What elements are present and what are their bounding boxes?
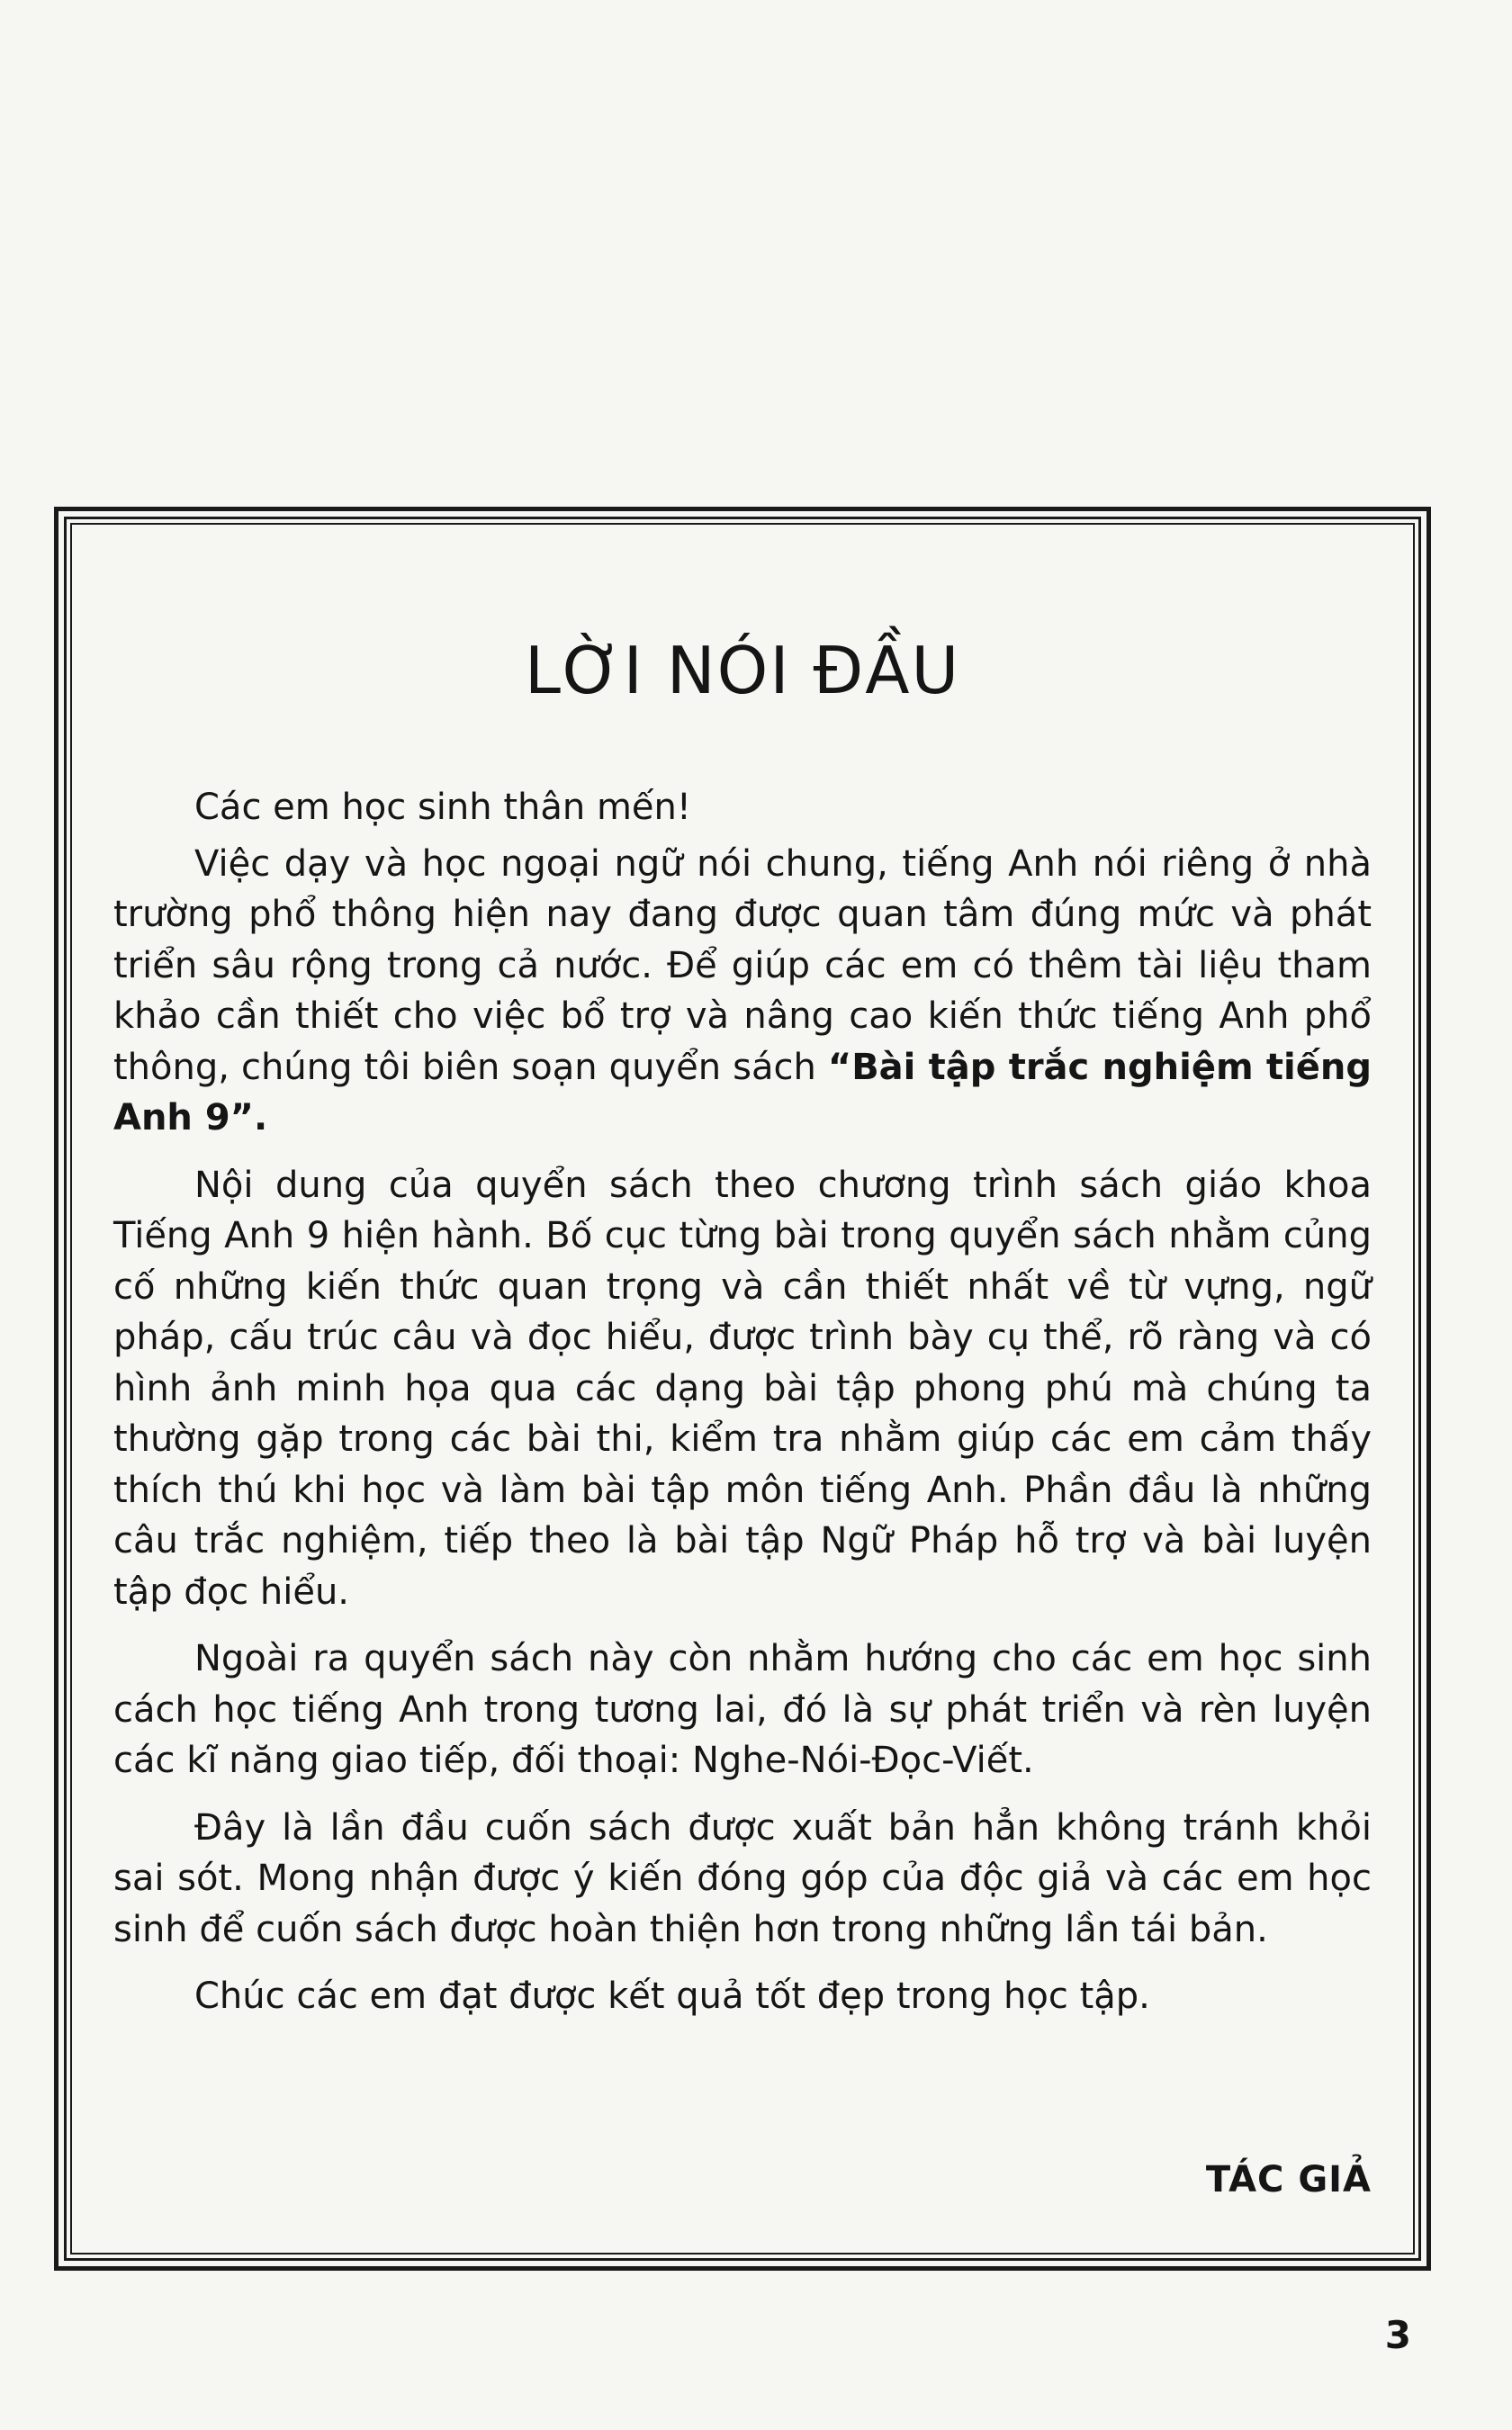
paragraph-1-text: Việc dạy và học ngoại ngữ nói chung, tiếng Anh nói riêng ở nhà trường phổ thông hiện nay đang được quan tâm đúng mức và phát triển sâu rộng trong cả nước. Để giúp các em có thêm tài liệu tham khảo cần thiết cho việc bổ trợ và nâng cao kiến thức tiếng Anh phổ thông, chúng tôi biên soạn quyển sách (113, 842, 1372, 1088)
page-number: 3 (1384, 2313, 1411, 2357)
author-signature: TÁC GIẢ (1205, 2159, 1372, 2200)
paragraph-3: Ngoài ra quyển sách này còn nhằm hướng cho các em học sinh cách học tiếng Anh trong tương lai, đó là sự phát triển và rèn luyện các kĩ năng giao tiếp, đối thoại: Nghe-Nói-Đọc-Viết. (113, 1638, 1372, 1781)
book-title: “Bài tập trắc nghiệm tiếng Anh 9”. (113, 1046, 1372, 1138)
page-border-outer (54, 507, 1431, 2271)
paragraph-4: Đây là lần đầu cuốn sách được xuất bản hẳn không tránh khỏi sai sót. Mong nhận được ý kiến đóng góp của độc giả và các em học sinh để cuốn sách được hoàn thiện hơn trong những lần tái bản. (113, 1806, 1372, 1950)
preface-body (113, 782, 1372, 2038)
paragraph-2: Nội dung của quyển sách theo chương trình sách giáo khoa Tiếng Anh 9 hiện hành. Bố cục từng bài trong quyển sách nhằm củng cố những kiến thức quan trọng và cần thiết nhất về từ vựng, ngữ pháp, cấu trúc câu và đọc hiểu, được trình bày cụ thể, rõ ràng và có hình ảnh minh họa qua các dạng bài tập phong phú mà chúng ta thường gặp trong các bài thi, kiểm tra nhằm giúp các em cảm thấy thích thú khi học và làm bài tập môn tiếng Anh. Phần đầu là những câu trắc nghiệm, tiếp theo là bài tập Ngữ Pháp hỗ trợ và bài luyện tập đọc hiểu. (113, 1164, 1372, 1613)
page-border-inner (70, 523, 1415, 2254)
paragraph-1 (113, 839, 1372, 1144)
paragraph-5: Chúc các em đạt được kết quả tốt đẹp trong học tập. (194, 1976, 1150, 2017)
greeting: Các em học sinh thân mến! (194, 787, 691, 828)
page-border-middle (64, 517, 1421, 2261)
page-title: LỜI NÓI ĐẦU (524, 633, 961, 708)
